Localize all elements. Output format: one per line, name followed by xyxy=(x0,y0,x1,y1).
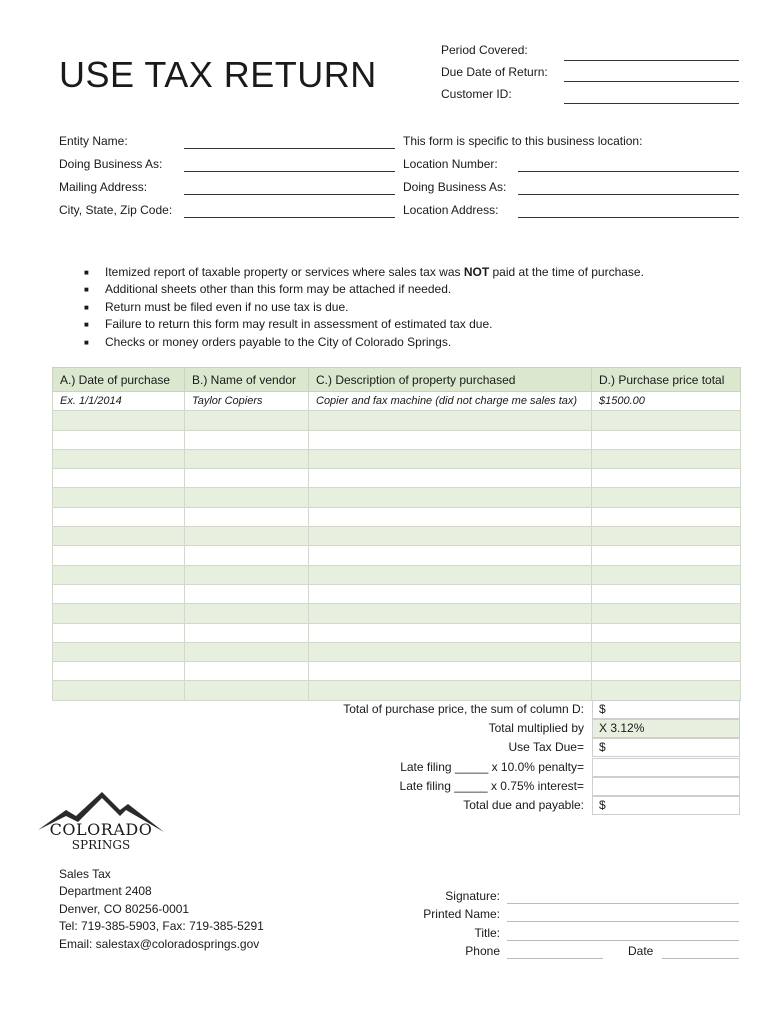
location-heading: This form is specific to this business location: xyxy=(403,134,643,148)
city-state-zip-label: City, State, Zip Code: xyxy=(59,203,173,217)
table-cell[interactable] xyxy=(185,681,309,700)
late-interest-label: Late filing _____ x 0.75% interest= xyxy=(399,779,584,793)
bullet-icon: ■ xyxy=(84,302,89,312)
table-cell[interactable] xyxy=(309,546,592,565)
table-cell[interactable] xyxy=(592,662,741,681)
table-cell[interactable] xyxy=(53,565,185,584)
table-cell[interactable] xyxy=(53,642,185,661)
period-covered-field[interactable] xyxy=(564,60,739,61)
address-email: Email: salestax@coloradosprings.gov xyxy=(59,936,260,951)
table-cell[interactable] xyxy=(309,565,592,584)
customer-id-label: Customer ID: xyxy=(441,87,512,101)
table-cell[interactable] xyxy=(53,604,185,623)
table-cell[interactable] xyxy=(185,662,309,681)
list-item: ■ Itemized report of taxable property or services where sales tax was NOT paid at the time of purchase. xyxy=(84,264,644,281)
late-interest-field[interactable] xyxy=(592,777,740,796)
due-date-field[interactable] xyxy=(564,81,739,82)
table-cell[interactable] xyxy=(592,681,741,700)
total-purchase-label: Total of purchase price, the sum of column D: xyxy=(343,702,584,716)
table-cell[interactable] xyxy=(592,430,741,449)
logo-line2: SPRINGS xyxy=(71,838,131,852)
date-field[interactable] xyxy=(662,958,739,959)
table-row xyxy=(53,411,741,430)
location-address-field[interactable] xyxy=(518,217,739,218)
table-cell[interactable] xyxy=(185,546,309,565)
table-cell[interactable] xyxy=(53,681,185,700)
table-cell[interactable] xyxy=(185,565,309,584)
table-cell[interactable] xyxy=(592,469,741,488)
due-date-label: Due Date of Return: xyxy=(441,65,548,79)
table-row xyxy=(53,527,741,546)
instructions-list xyxy=(84,264,644,351)
multiplier-field: X 3.12% xyxy=(592,719,740,738)
table-cell[interactable] xyxy=(592,411,741,430)
total-due-field[interactable]: $ xyxy=(592,796,740,815)
date-label: Date xyxy=(628,944,654,958)
bullet-icon: ■ xyxy=(84,285,89,295)
list-item: ■ Checks or money orders payable to the City of Colorado Springs. xyxy=(84,334,644,351)
table-cell[interactable] xyxy=(309,488,592,507)
entity-name-label: Entity Name: xyxy=(59,134,128,148)
printed-name-label: Printed Name: xyxy=(423,907,500,921)
table-cell[interactable] xyxy=(53,430,185,449)
purchase-table xyxy=(52,367,741,701)
table-cell[interactable] xyxy=(185,411,309,430)
list-item: ■ Additional sheets other than this form may be attached if needed. xyxy=(84,281,644,298)
table-cell[interactable] xyxy=(309,430,592,449)
table-cell[interactable] xyxy=(309,662,592,681)
example-row xyxy=(53,392,741,411)
table-cell[interactable] xyxy=(309,604,592,623)
table-row xyxy=(53,546,741,565)
table-cell[interactable] xyxy=(309,527,592,546)
table-cell[interactable] xyxy=(592,527,741,546)
customer-id-field[interactable] xyxy=(564,103,739,104)
page-title: USE TAX RETURN xyxy=(59,54,377,95)
table-cell[interactable] xyxy=(592,604,741,623)
table-cell[interactable] xyxy=(592,565,741,584)
table-cell[interactable] xyxy=(185,584,309,603)
table-cell[interactable] xyxy=(185,507,309,526)
table-cell[interactable] xyxy=(185,430,309,449)
address-line: Sales Tax xyxy=(59,867,111,881)
phone-label: Phone xyxy=(465,944,500,958)
example-price: $1500.00 xyxy=(592,392,741,411)
late-penalty-field[interactable] xyxy=(592,758,740,777)
column-header-vendor: B.) Name of vendor xyxy=(185,368,309,392)
use-tax-due-field[interactable]: $ xyxy=(592,738,740,757)
logo-line1: COLORADO xyxy=(49,820,153,839)
table-cell[interactable] xyxy=(185,623,309,642)
location-dba-field[interactable] xyxy=(518,194,739,195)
bullet-icon: ■ xyxy=(84,320,89,330)
bullet-icon: ■ xyxy=(84,337,89,347)
table-row xyxy=(53,507,741,526)
address-line: Denver, CO 80256-0001 xyxy=(59,901,190,916)
column-header-price: D.) Purchase price total xyxy=(592,368,741,392)
table-cell[interactable] xyxy=(592,584,741,603)
table-cell[interactable] xyxy=(185,527,309,546)
column-header-date: A.) Date of purchase xyxy=(53,368,185,392)
table-row xyxy=(53,488,741,507)
city-state-zip-field[interactable] xyxy=(184,217,395,218)
table-cell[interactable] xyxy=(592,449,741,468)
title-field[interactable] xyxy=(507,940,739,941)
table-row xyxy=(53,584,741,603)
mailing-address-block xyxy=(59,866,264,953)
table-cell[interactable] xyxy=(309,642,592,661)
mailing-address-label: Mailing Address: xyxy=(59,180,148,194)
bullet-icon: ■ xyxy=(84,268,89,277)
table-cell[interactable] xyxy=(185,604,309,623)
table-cell[interactable] xyxy=(309,507,592,526)
printed-name-field[interactable] xyxy=(507,921,739,922)
table-cell[interactable] xyxy=(53,469,185,488)
table-cell[interactable] xyxy=(185,449,309,468)
table-row xyxy=(53,642,741,661)
table-row xyxy=(53,681,741,700)
table-cell[interactable] xyxy=(309,623,592,642)
table-cell[interactable] xyxy=(309,469,592,488)
table-cell[interactable] xyxy=(185,488,309,507)
doing-business-as-label: Doing Business As: xyxy=(59,157,163,171)
signature-field[interactable] xyxy=(507,903,739,904)
table-row xyxy=(53,662,741,681)
table-row xyxy=(53,449,741,468)
location-dba-label: Doing Business As: xyxy=(403,180,507,194)
table-cell[interactable] xyxy=(309,681,592,700)
total-purchase-field[interactable]: $ xyxy=(592,700,740,719)
table-row xyxy=(53,623,741,642)
table-cell[interactable] xyxy=(53,584,185,603)
signature-label: Signature: xyxy=(445,889,500,903)
table-cell[interactable] xyxy=(53,449,185,468)
table-cell[interactable] xyxy=(185,642,309,661)
table-cell[interactable] xyxy=(53,662,185,681)
table-row xyxy=(53,430,741,449)
table-row xyxy=(53,469,741,488)
table-cell[interactable] xyxy=(53,527,185,546)
table-cell[interactable] xyxy=(592,507,741,526)
table-cell[interactable] xyxy=(309,411,592,430)
multiplier-label: Total multiplied by xyxy=(488,721,584,735)
table-cell[interactable] xyxy=(53,488,185,507)
table-cell[interactable] xyxy=(53,623,185,642)
table-cell[interactable] xyxy=(592,642,741,661)
mailing-address-field[interactable] xyxy=(184,194,395,195)
table-cell[interactable] xyxy=(592,488,741,507)
late-penalty-label: Late filing _____ x 10.0% penalty= xyxy=(400,760,584,774)
doing-business-as-field[interactable] xyxy=(184,171,395,172)
use-tax-due-label: Use Tax Due= xyxy=(508,740,584,754)
table-row xyxy=(53,565,741,584)
table-cell[interactable] xyxy=(592,623,741,642)
example-date: Ex. 1/1/2014 xyxy=(53,392,185,411)
colorado-springs-logo xyxy=(36,788,166,854)
entity-name-field[interactable] xyxy=(184,148,395,149)
list-item: ■ Return must be filed even if no use tax is due. xyxy=(84,299,644,316)
table-cell[interactable] xyxy=(309,584,592,603)
address-line: Department 2408 xyxy=(59,884,152,899)
list-item: ■ Failure to return this form may result in assessment of estimated tax due. xyxy=(84,316,644,333)
location-number-label: Location Number: xyxy=(403,157,498,171)
phone-field[interactable] xyxy=(507,958,603,959)
table-cell[interactable] xyxy=(592,546,741,565)
period-covered-label: Period Covered: xyxy=(441,43,528,57)
total-due-label: Total due and payable: xyxy=(463,798,584,812)
address-line: Tel: 719-385-5903, Fax: 719-385-5291 xyxy=(59,919,264,934)
example-description: Copier and fax machine (did not charge me sales tax) xyxy=(309,392,592,411)
table-row xyxy=(53,604,741,623)
column-header-description: C.) Description of property purchased xyxy=(309,368,592,392)
title-label: Title: xyxy=(474,926,500,940)
location-address-label: Location Address: xyxy=(403,203,499,217)
table-cell[interactable] xyxy=(185,469,309,488)
location-number-field[interactable] xyxy=(518,171,739,172)
table-cell[interactable] xyxy=(53,411,185,430)
table-cell[interactable] xyxy=(53,546,185,565)
table-cell[interactable] xyxy=(309,449,592,468)
example-vendor: Taylor Copiers xyxy=(185,392,309,411)
table-header-row xyxy=(53,368,741,392)
table-cell[interactable] xyxy=(53,507,185,526)
